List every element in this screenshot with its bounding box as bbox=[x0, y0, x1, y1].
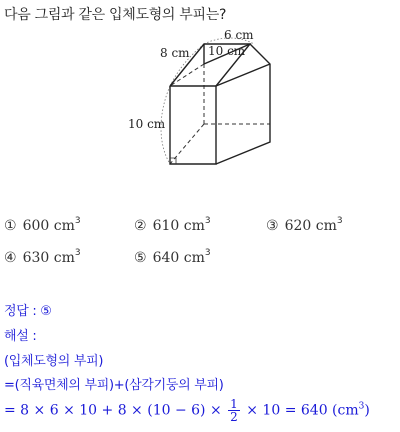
label-10cm-top: 10 cm bbox=[208, 44, 246, 58]
explanation-label: 해설 : bbox=[4, 329, 37, 344]
label-10cm-height: 10 cm bbox=[128, 117, 166, 131]
solid-figure bbox=[120, 24, 290, 180]
label-6cm: 6 cm bbox=[224, 28, 254, 42]
label-8cm: 8 cm bbox=[160, 46, 190, 60]
choice-2[interactable]: ② 610 $cm^3$ bbox=[134, 216, 211, 234]
choice-4[interactable]: ④ 630 $cm^3$ bbox=[4, 248, 81, 266]
solution-formula: = 8 × 6 × 10 + 8 × (10 − 6) × $\frac{1}{2}$ × 10 = 640 $(cm^3)$ bbox=[4, 397, 370, 424]
answer-text: 정답 : ⑤ bbox=[4, 304, 52, 319]
solution-line-1: (입체도형의 부피) bbox=[4, 354, 104, 369]
choice-5[interactable]: ⑤ 640 $cm^3$ bbox=[134, 248, 211, 266]
question-text: 다음 그림과 같은 입체도형의 부피는? bbox=[4, 7, 227, 23]
choice-3[interactable]: ③ 620 $cm^3$ bbox=[266, 216, 343, 234]
choice-1[interactable]: ① 600 $cm^3$ bbox=[4, 216, 81, 234]
fraction-half: $\frac{1}{2}$ bbox=[230, 397, 238, 424]
solution-line-2: =(직육면체의 부피)+(삼각기둥의 부피) bbox=[4, 378, 224, 393]
